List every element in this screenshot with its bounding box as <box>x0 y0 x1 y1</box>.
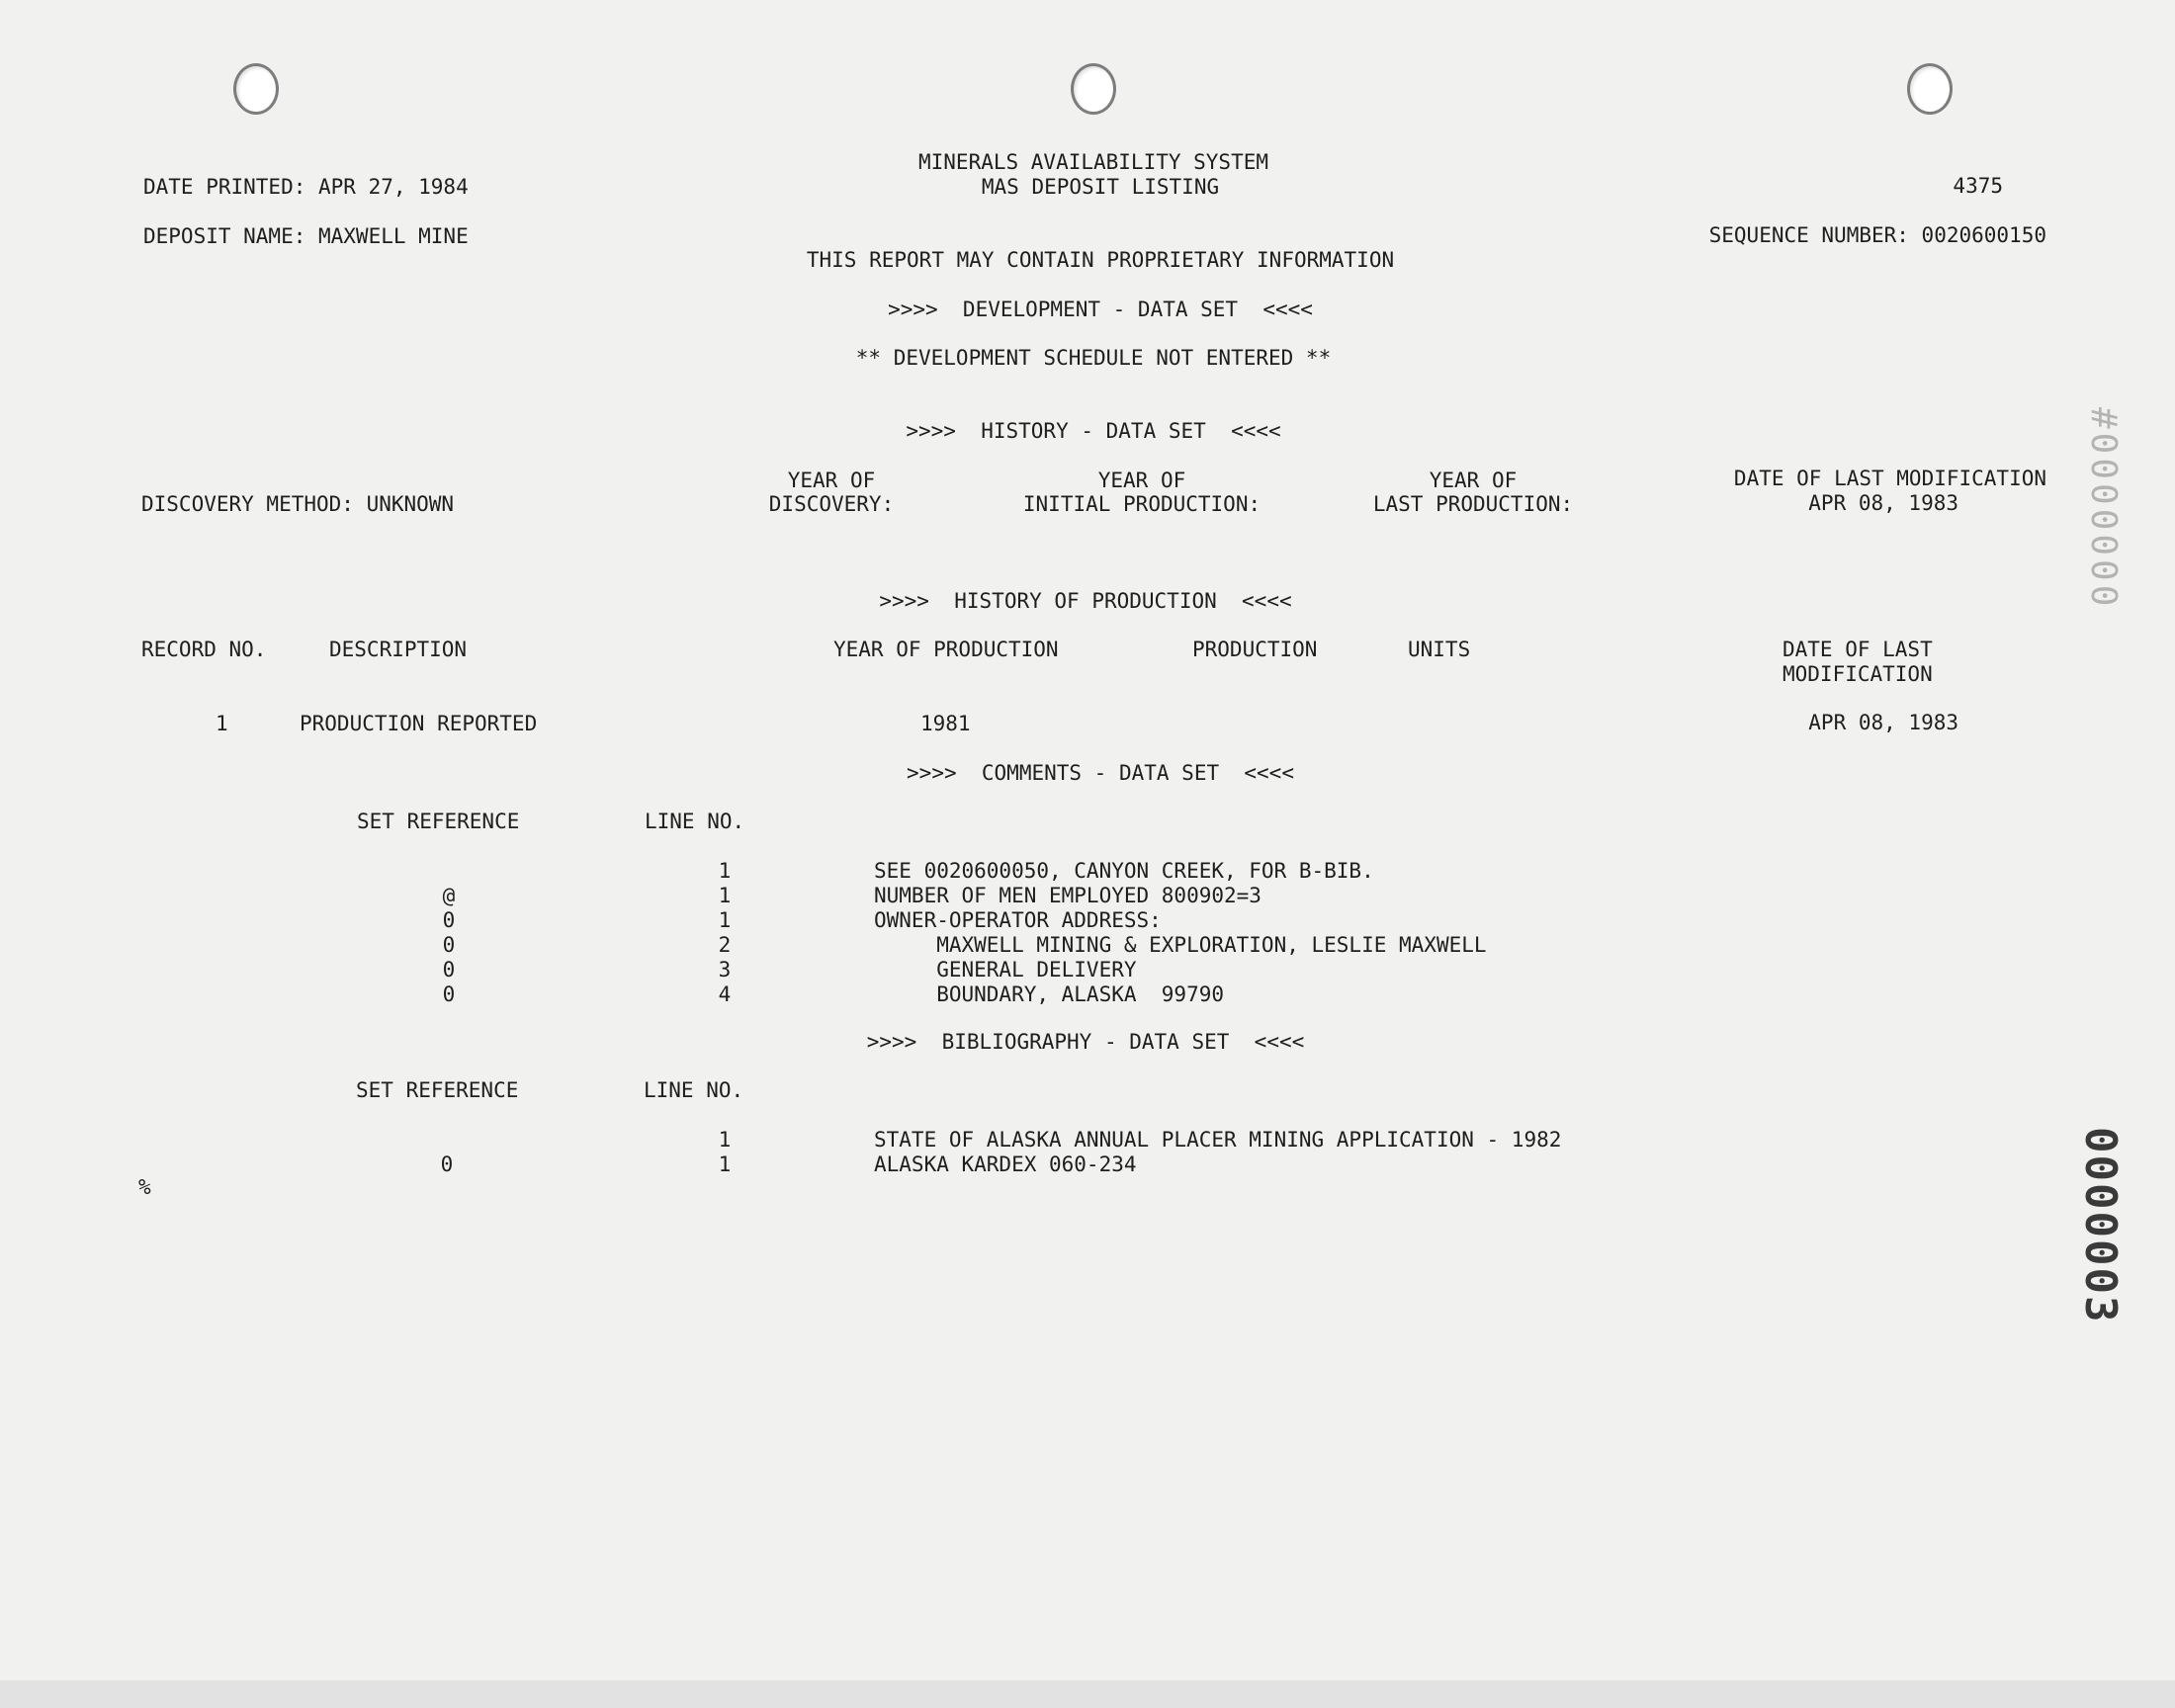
comment-line-no: 3 <box>718 958 732 982</box>
comments-col-set-reference: SET REFERENCE <box>357 810 520 833</box>
comments-heading: >>>> COMMENTS - DATA SET <<<< <box>907 761 1294 785</box>
bibliography-text: ALASKA KARDEX 060-234 <box>874 1153 1137 1176</box>
bibliography-line-no: 1 <box>718 1128 732 1152</box>
production-row-date-mod: APR 08, 1983 <box>1808 711 1958 734</box>
bibliography-text: STATE OF ALASKA ANNUAL PLACER MINING APPLICATION - 1982 <box>874 1128 1562 1152</box>
year-discovery-label-2: DISCOVERY: <box>768 492 895 516</box>
proprietary-notice: THIS REPORT MAY CONTAIN PROPRIETARY INFORMATION <box>806 248 1395 272</box>
production-row-year: 1981 <box>920 712 971 735</box>
comment-text: OWNER-OPERATOR ADDRESS: <box>874 908 1162 932</box>
year-last-label-2: LAST PRODUCTION: <box>1372 492 1574 516</box>
comment-line-no: 1 <box>718 859 732 883</box>
punch-hole-right <box>1907 63 1953 115</box>
development-heading: >>>> DEVELOPMENT - DATA SET <<<< <box>888 298 1313 321</box>
production-row-record-no: 1 <box>216 712 228 735</box>
bibliography-line-no: 1 <box>718 1153 732 1176</box>
date-printed: DATE PRINTED: APR 27, 1984 <box>143 175 469 199</box>
last-modification-date: APR 08, 1983 <box>1808 491 1958 515</box>
col-date-mod-1: DATE OF LAST <box>1783 638 1933 661</box>
page-code: 4375 <box>1953 174 2003 198</box>
col-description: DESCRIPTION <box>329 638 468 661</box>
year-initial-label-2: INITIAL PRODUCTION: <box>1022 492 1262 516</box>
punch-hole-left <box>233 63 279 115</box>
bibliography-ref: 0 <box>440 1153 454 1176</box>
bibliography-heading: >>>> BIBLIOGRAPHY - DATA SET <<<< <box>866 1030 1305 1054</box>
col-units: UNITS <box>1408 638 1471 661</box>
discovery-method: DISCOVERY METHOD: UNKNOWN <box>141 492 455 516</box>
comment-ref: 0 <box>442 982 456 1006</box>
bibliography-col-line-no: LINE NO. <box>644 1078 744 1102</box>
sequence-number: SEQUENCE NUMBER: 0020600150 <box>1708 223 2046 247</box>
end-mark: % <box>138 1175 151 1199</box>
comment-text: MAXWELL MINING & EXPLORATION, LESLIE MAXWELL <box>874 933 1487 957</box>
comments-col-line-no: LINE NO. <box>645 810 745 833</box>
comment-line-no: 4 <box>718 982 732 1006</box>
last-modification-label: DATE OF LAST MODIFICATION <box>1733 467 2046 490</box>
comment-line-no: 1 <box>718 884 732 907</box>
year-initial-label-1: YEAR OF <box>1097 469 1186 492</box>
comment-ref: @ <box>442 884 456 907</box>
system-title: MINERALS AVAILABILITY SYSTEM <box>917 150 1269 174</box>
comment-ref: 0 <box>442 958 456 982</box>
comment-text: GENERAL DELIVERY <box>874 958 1137 982</box>
comment-ref: 0 <box>442 933 456 957</box>
development-note: ** DEVELOPMENT SCHEDULE NOT ENTERED ** <box>855 346 1332 370</box>
col-year-of-production: YEAR OF PRODUCTION <box>833 638 1059 661</box>
bibliography-col-set-reference: SET REFERENCE <box>356 1078 519 1102</box>
comment-ref: 0 <box>442 908 456 932</box>
history-heading: >>>> HISTORY - DATA SET <<<< <box>906 419 1281 443</box>
deposit-name: DEPOSIT NAME: MAXWELL MINE <box>143 224 469 248</box>
comment-line-no: 2 <box>718 933 732 957</box>
col-date-mod-2: MODIFICATION <box>1783 662 1933 686</box>
year-last-label-1: YEAR OF <box>1429 469 1518 492</box>
comment-text: BOUNDARY, ALASKA 99790 <box>874 982 1225 1006</box>
col-record-no: RECORD NO. <box>141 638 267 661</box>
comment-line-no: 1 <box>718 908 732 932</box>
col-production: PRODUCTION <box>1192 638 1318 661</box>
comment-text: NUMBER OF MEN EMPLOYED 800902=3 <box>874 884 1262 907</box>
production-heading: >>>> HISTORY OF PRODUCTION <<<< <box>879 589 1292 613</box>
comment-text: SEE 0020600050, CANYON CREEK, FOR B-BIB. <box>874 859 1374 883</box>
bold-page-stamp: 0000003 <box>2075 1127 2126 1324</box>
scan-bottom-edge <box>0 1680 2175 1708</box>
listing-title: MAS DEPOSIT LISTING <box>981 175 1220 199</box>
faint-page-stamp: #0000000 <box>2083 407 2124 611</box>
production-row-description: PRODUCTION REPORTED <box>300 712 538 735</box>
punch-hole-center <box>1071 63 1116 115</box>
year-discovery-label-1: YEAR OF <box>787 469 876 492</box>
